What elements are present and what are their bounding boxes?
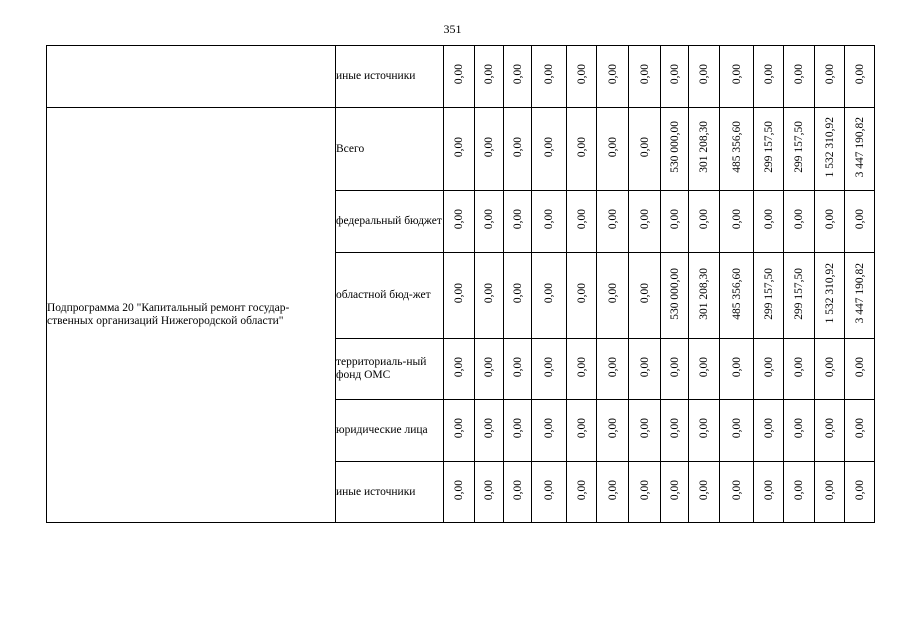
value-cell (504, 108, 532, 191)
value-text: 0,00 (606, 479, 619, 501)
value-cell (475, 46, 504, 108)
value-text: 0,00 (638, 209, 651, 230)
table-row (47, 108, 875, 191)
value-cell (597, 462, 629, 523)
value-text: 0,00 (823, 479, 836, 501)
value-cell (629, 46, 661, 108)
value-cell (784, 191, 815, 253)
value-text: 1 532 310,92 (823, 263, 836, 324)
value-text: 0,00 (606, 283, 619, 304)
value-cell (532, 400, 567, 462)
value-text: 0,00 (511, 64, 524, 85)
value-text: 0,00 (453, 356, 465, 378)
value-cell (661, 462, 689, 523)
value-cell (661, 253, 689, 339)
value-cell (689, 462, 720, 523)
value-cell (475, 253, 504, 339)
value-text: 0,00 (543, 209, 555, 230)
value-cell (815, 108, 845, 191)
value-cell (597, 400, 629, 462)
value-text: 0,00 (823, 209, 836, 230)
value-cell (661, 191, 689, 253)
value-text: 0,00 (638, 136, 651, 158)
value-cell (567, 339, 597, 400)
value-cell (720, 46, 754, 108)
value-cell (661, 400, 689, 462)
value-cell (597, 339, 629, 400)
value-text: 0,00 (575, 136, 588, 158)
value-text: 299 157,50 (793, 267, 805, 320)
value-cell (815, 46, 845, 108)
value-text: 0,00 (575, 209, 588, 230)
value-cell (504, 339, 532, 400)
value-text: 0,00 (730, 356, 743, 378)
value-cell (815, 253, 845, 339)
funding-source-label: иные источники (336, 462, 444, 523)
value-cell (532, 462, 567, 523)
value-cell (754, 191, 784, 253)
value-text: 3 447 190,82 (853, 116, 866, 178)
value-cell (532, 253, 567, 339)
value-text: 1 532 310,92 (823, 116, 836, 178)
value-text: 0,00 (730, 64, 743, 85)
value-cell (597, 253, 629, 339)
value-text: 0,00 (606, 209, 619, 230)
value-text: 0,00 (543, 418, 555, 439)
value-cell (444, 108, 475, 191)
value-text: 0,00 (668, 479, 681, 501)
value-cell (597, 108, 629, 191)
value-text: 0,00 (853, 356, 866, 378)
value-text: 0,00 (575, 418, 588, 439)
value-cell (845, 253, 875, 339)
value-text: 0,00 (730, 418, 743, 439)
value-cell (629, 191, 661, 253)
value-cell (754, 400, 784, 462)
value-cell (720, 253, 754, 339)
value-cell (689, 46, 720, 108)
value-text: 0,00 (575, 64, 588, 85)
value-text: 0,00 (606, 136, 619, 158)
value-cell (504, 253, 532, 339)
value-text: 0,00 (638, 283, 651, 304)
value-cell (754, 108, 784, 191)
value-text: 0,00 (668, 418, 681, 439)
value-cell (567, 253, 597, 339)
value-text: 0,00 (511, 418, 524, 439)
value-cell (754, 46, 784, 108)
value-cell (784, 462, 815, 523)
value-text: 0,00 (730, 209, 743, 230)
value-cell (475, 339, 504, 400)
value-cell (504, 400, 532, 462)
value-cell (845, 400, 875, 462)
value-text: 0,00 (453, 283, 465, 304)
value-text: 299 157,50 (762, 121, 775, 173)
value-cell (532, 339, 567, 400)
value-text: 0,00 (606, 418, 619, 439)
value-cell (661, 339, 689, 400)
value-text: 301 208,30 (698, 121, 710, 173)
value-cell (661, 46, 689, 108)
value-text: 0,00 (823, 418, 836, 439)
value-cell (629, 339, 661, 400)
value-text: 0,00 (543, 356, 555, 378)
value-text: 0,00 (793, 479, 805, 501)
value-cell (532, 46, 567, 108)
value-cell (504, 191, 532, 253)
value-text: 0,00 (793, 418, 805, 439)
value-cell (504, 462, 532, 523)
subprogram-title: Подпрограмма 20 "Капитальный ремонт государ-ственных организаций Нижегородской области" (47, 108, 336, 523)
funding-source-label: юридические лица (336, 400, 444, 462)
value-text: 0,00 (762, 479, 775, 501)
value-text: 0,00 (575, 356, 588, 378)
value-cell (444, 400, 475, 462)
value-text: 485 356,60 (730, 121, 743, 173)
value-cell (815, 339, 845, 400)
value-text: 0,00 (668, 356, 681, 378)
value-text: 0,00 (511, 209, 524, 230)
page-number: 351 (443, 22, 462, 36)
funding-source-label: Всего (336, 108, 444, 191)
value-text: 0,00 (762, 209, 775, 230)
value-text: 0,00 (698, 479, 710, 501)
value-cell (815, 191, 845, 253)
value-text: 0,00 (638, 479, 651, 501)
value-cell (597, 191, 629, 253)
value-cell (504, 46, 532, 108)
table-row (47, 46, 875, 108)
value-text: 0,00 (638, 64, 651, 85)
value-cell (784, 108, 815, 191)
value-cell (784, 400, 815, 462)
value-text: 3 447 190,82 (853, 263, 866, 324)
value-text: 0,00 (483, 283, 495, 304)
value-cell (754, 462, 784, 523)
value-cell (689, 253, 720, 339)
value-text: 0,00 (453, 209, 465, 230)
value-text: 0,00 (483, 418, 495, 439)
value-cell (845, 339, 875, 400)
value-cell (444, 462, 475, 523)
value-text: 0,00 (762, 64, 775, 85)
value-text: 0,00 (762, 418, 775, 439)
value-text: 0,00 (483, 136, 495, 158)
value-text: 0,00 (453, 479, 465, 501)
value-text: 0,00 (483, 64, 495, 85)
value-cell (689, 339, 720, 400)
value-cell (444, 339, 475, 400)
value-text: 0,00 (543, 283, 555, 304)
value-cell (629, 462, 661, 523)
empty-program-cell (47, 46, 336, 108)
value-text: 0,00 (668, 64, 681, 85)
value-text: 0,00 (793, 209, 805, 230)
funding-source-label: федеральный бюджет (336, 191, 444, 253)
value-text: 0,00 (823, 64, 836, 85)
value-text: 0,00 (793, 356, 805, 378)
value-text: 0,00 (483, 356, 495, 378)
value-text: 0,00 (483, 479, 495, 501)
value-text: 301 208,30 (698, 267, 710, 320)
value-cell (689, 108, 720, 191)
value-text: 0,00 (453, 136, 465, 158)
value-text: 0,00 (511, 479, 524, 501)
value-text: 0,00 (606, 64, 619, 85)
value-cell (475, 462, 504, 523)
funding-source-label: областной бюд-жет (336, 253, 444, 339)
value-cell (597, 46, 629, 108)
value-text: 0,00 (453, 418, 465, 439)
value-cell (845, 108, 875, 191)
value-text: 0,00 (698, 418, 710, 439)
value-cell (720, 400, 754, 462)
value-cell (689, 191, 720, 253)
funding-source-label: иные источники (336, 46, 444, 108)
value-cell (444, 191, 475, 253)
value-cell (532, 108, 567, 191)
value-cell (784, 339, 815, 400)
value-text: 530 000,00 (668, 121, 681, 173)
value-cell (475, 400, 504, 462)
value-cell (815, 462, 845, 523)
value-text: 0,00 (606, 356, 619, 378)
value-text: 0,00 (823, 356, 836, 378)
value-text: 0,00 (543, 479, 555, 501)
value-text: 0,00 (698, 64, 710, 85)
value-text: 299 157,50 (793, 121, 805, 173)
value-text: 0,00 (638, 356, 651, 378)
value-cell (567, 462, 597, 523)
value-cell (720, 462, 754, 523)
value-text: 299 157,50 (762, 267, 775, 320)
value-cell (475, 108, 504, 191)
value-cell (629, 108, 661, 191)
value-cell (567, 191, 597, 253)
value-text: 0,00 (575, 283, 588, 304)
value-text: 0,00 (668, 209, 681, 230)
value-text: 0,00 (575, 479, 588, 501)
value-cell (567, 400, 597, 462)
value-cell (720, 108, 754, 191)
value-cell (845, 462, 875, 523)
value-cell (567, 46, 597, 108)
value-cell (784, 46, 815, 108)
value-cell (629, 400, 661, 462)
value-cell (567, 108, 597, 191)
value-cell (754, 339, 784, 400)
value-text: 0,00 (543, 64, 555, 85)
value-cell (444, 253, 475, 339)
value-text: 0,00 (762, 356, 775, 378)
value-cell (475, 191, 504, 253)
funding-source-label: территориаль-ный фонд ОМС (336, 339, 444, 400)
value-text: 0,00 (853, 479, 866, 501)
value-text: 0,00 (853, 209, 866, 230)
value-cell (444, 46, 475, 108)
value-text: 0,00 (698, 356, 710, 378)
value-text: 0,00 (638, 418, 651, 439)
value-text: 0,00 (511, 356, 524, 378)
value-text: 0,00 (730, 479, 743, 501)
value-text: 485 356,60 (730, 267, 743, 320)
value-text: 0,00 (793, 64, 805, 85)
value-cell (661, 108, 689, 191)
value-cell (689, 400, 720, 462)
value-text: 0,00 (511, 136, 524, 158)
value-text: 0,00 (483, 209, 495, 230)
budget-table (46, 45, 875, 523)
value-cell (532, 191, 567, 253)
value-cell (845, 191, 875, 253)
value-text: 0,00 (511, 283, 524, 304)
value-text: 0,00 (853, 64, 866, 85)
value-cell (784, 253, 815, 339)
value-cell (815, 400, 845, 462)
value-text: 0,00 (453, 64, 465, 85)
value-text: 0,00 (853, 418, 866, 439)
value-cell (629, 253, 661, 339)
value-text: 0,00 (543, 136, 555, 158)
value-text: 0,00 (698, 209, 710, 230)
value-cell (720, 191, 754, 253)
table-body (47, 46, 875, 523)
value-cell (754, 253, 784, 339)
value-cell (845, 46, 875, 108)
value-text: 530 000,00 (668, 267, 681, 320)
value-cell (720, 339, 754, 400)
